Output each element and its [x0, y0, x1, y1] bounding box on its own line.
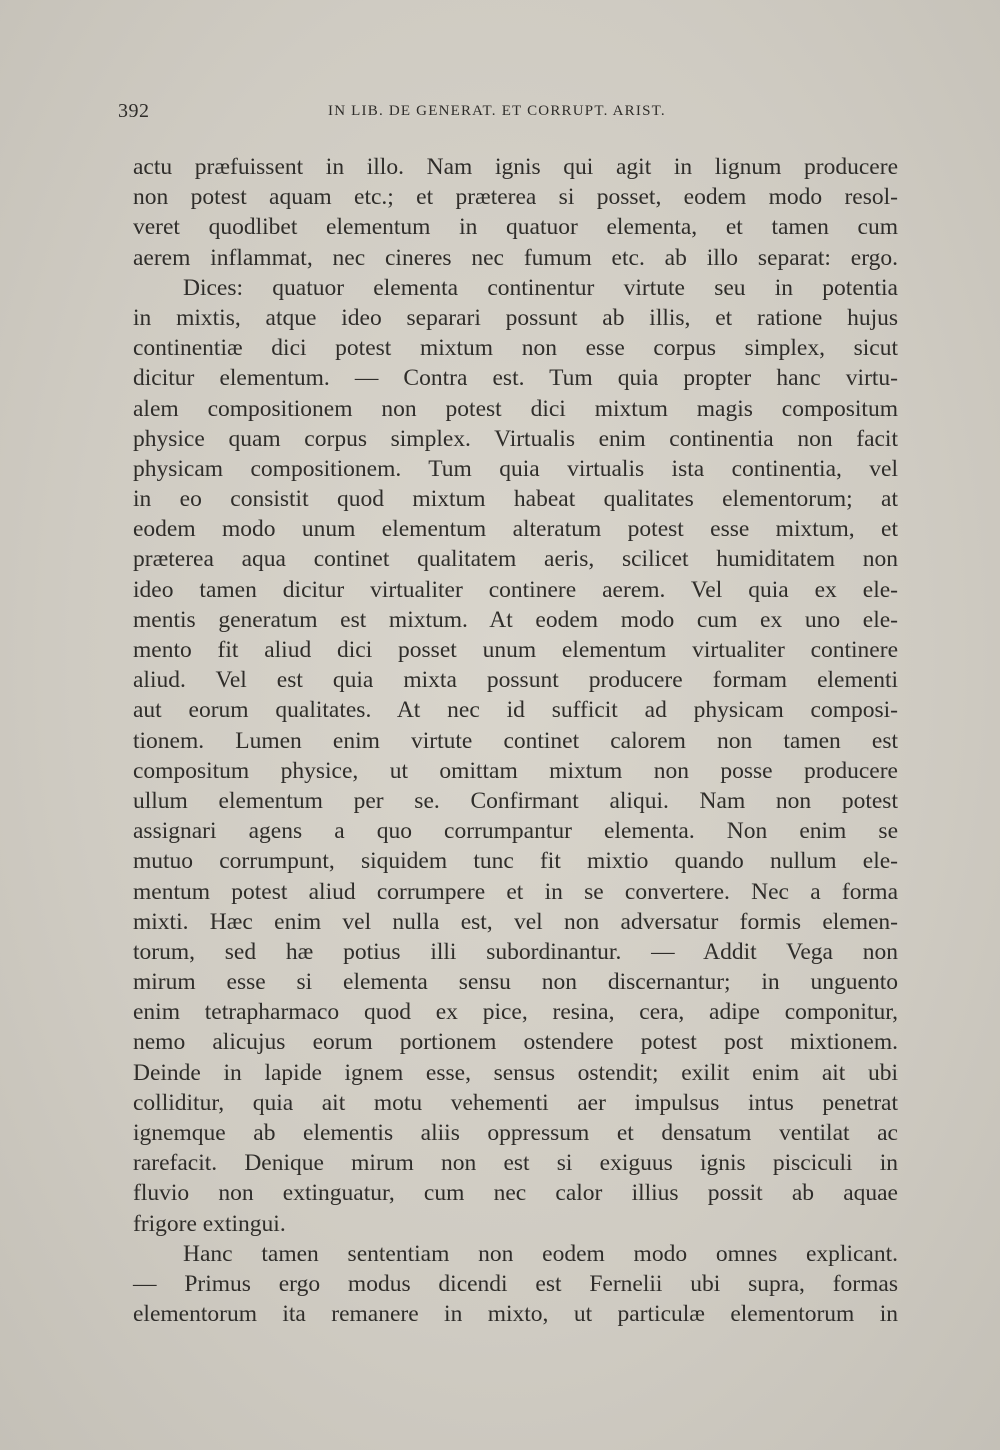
- text-line: nemo alicujus eorum portionem ostendere potest post mixtionem.: [133, 1029, 898, 1056]
- text-line: alem compositionem non potest dici mixtum magis compositum: [133, 395, 898, 422]
- text-line: assignari agens a quo corrumpantur elementa. Non enim se: [133, 818, 898, 845]
- text-line: elementorum ita remanere in mixto, ut particulæ elementorum in: [133, 1301, 898, 1328]
- text-line: tionem. Lumen enim virtute continet calorem non tamen est: [133, 727, 898, 754]
- text-line: mirum esse si elementa sensu non discernantur; in unguento: [133, 969, 898, 996]
- running-title: IN LIB. DE GENERAT. ET CORRUPT. ARIST.: [328, 103, 666, 119]
- text-line: fluvio non extinguatur, cum nec calor illius possit ab aquae: [133, 1180, 898, 1207]
- text-line: ullum elementum per se. Confirmant aliqui. Nam non potest: [133, 787, 898, 814]
- text-line: torum, sed hæ potius illi subordinantur. — Addit Vega non: [133, 938, 898, 965]
- text-line: præterea aqua continet qualitatem aeris, scilicet humiditatem non: [133, 546, 898, 573]
- text-line: eodem modo unum elementum alteratum potest esse mixtum, et: [133, 516, 898, 543]
- text-line: mentis generatum est mixtum. At eodem modo cum ex uno ele-: [133, 606, 898, 633]
- text-line: in mixtis, atque ideo separari possunt ab illis, et ratione hujus: [133, 304, 898, 331]
- text-line: mento fit aliud dici posset unum elementum virtualiter continere: [133, 637, 898, 663]
- text-line: ignemque ab elementis aliis oppressum et densatum ventilat ac: [133, 1120, 898, 1146]
- body-text: [133, 152, 898, 1329]
- text-line: in eo consistit quod mixtum habeat qualitates elementorum; at: [133, 486, 898, 513]
- text-line: physicam compositionem. Tum quia virtualis ista continentia, vel: [133, 455, 898, 482]
- page-number: 392: [118, 100, 150, 122]
- text-line: aliud. Vel est quia mixta possunt producere formam elementi: [133, 667, 898, 694]
- text-line: frigore extingui.: [133, 1210, 286, 1237]
- text-line: compositum physice, ut omittam mixtum non posse producere: [133, 757, 898, 784]
- text-line: continentiæ dici potest mixtum non esse corpus simplex, sicut: [133, 335, 898, 362]
- text-line: physice quam corpus simplex. Virtualis enim continentia non facit: [133, 425, 898, 452]
- running-head: [118, 100, 898, 128]
- text-line: colliditur, quia ait motu vehementi aer impulsus intus penetrat: [133, 1089, 898, 1116]
- text-line: dicitur elementum. — Contra est. Tum quia propter hanc virtu-: [133, 365, 898, 392]
- text-line: Hanc tamen sententiam non eodem modo omnes explicant.: [183, 1240, 898, 1267]
- text-line: — Primus ergo modus dicendi est Fernelii ubi supra, formas: [133, 1270, 898, 1297]
- text-line: ideo tamen dicitur virtualiter continere aerem. Vel quia ex ele-: [133, 576, 898, 603]
- text-line: mutuo corrumpunt, siquidem tunc fit mixtio quando nullum ele-: [133, 848, 898, 875]
- text-line: aerem inflammat, nec cineres nec fumum etc. ab illo separat: ergo.: [133, 244, 898, 271]
- text-line: actu præfuissent in illo. Nam ignis qui agit in lignum producere: [133, 154, 898, 180]
- text-line: Deinde in lapide ignem esse, sensus ostendit; exilit enim ait ubi: [133, 1059, 898, 1086]
- text-line: rarefacit. Denique mirum non est si exiguus ignis pisciculi in: [133, 1150, 898, 1177]
- text-line: veret quodlibet elementum in quatuor elementa, et tamen cum: [133, 214, 898, 241]
- text-line: enim tetrapharmaco quod ex pice, resina, cera, adipe componitur,: [133, 999, 898, 1026]
- text-line: Dices: quatuor elementa continentur virtute seu in potentia: [183, 274, 898, 301]
- text-line: mixti. Hæc enim vel nulla est, vel non adversatur formis elemen-: [133, 908, 898, 935]
- text-line: non potest aquam etc.; et præterea si posset, eodem modo resol-: [133, 184, 898, 211]
- text-line: aut eorum qualitates. At nec id sufficit ad physicam composi-: [133, 697, 898, 724]
- text-line: mentum potest aliud corrumpere et in se convertere. Nec a forma: [133, 878, 898, 905]
